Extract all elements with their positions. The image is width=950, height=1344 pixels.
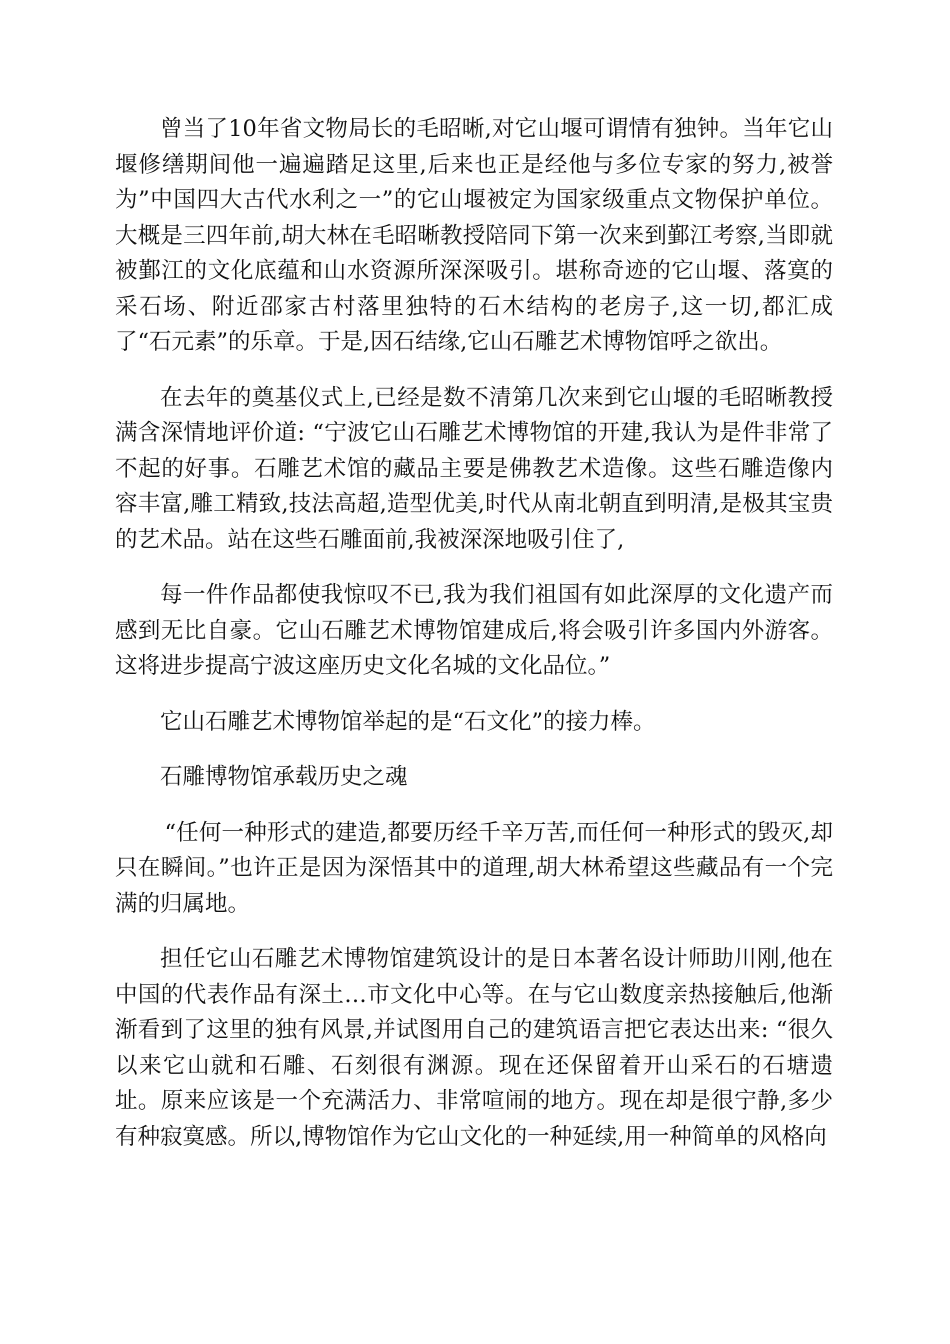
paragraph-6: 担任它山石雕艺术博物馆建筑设计的是日本著名设计师助川刚,他在中国的代表作品有深土…市文化中心等。在与它山数度亲热接触后,他渐渐看到了这里的独有风景,并试图用自己的建筑语言把它表达出来: “很久以来它山就和石雕、石刻很有渊源。现在还保留着开山采石的石塘遗址。原来应该是一个充满活力、非常喧闹的地方。现在却是很宁静,多少有种寂寞感。所以,博物馆作为它山文化的一种延续,用一种简单的风格向 (115, 946, 833, 1150)
paragraph-2: 在去年的奠基仪式上,已经是数不清第几次来到它山堰的毛昭晰教授满含深情地评价道: “宁波它山石雕艺术博物馆的开建,我认为是件非常了不起的好事。石雕艺术馆的藏品主要是佛教艺术造像。这些石雕造像内容丰富,雕工精致,技法高超,造型优美,时代从南北朝直到明清,是极其宝贵的艺术品。站在这些石雕面前,我被深深地吸引住了, (115, 384, 833, 553)
paragraph-5: “任何一种形式的建造,都要历经千辛万苦,而任何一种形式的毁灭,却只在瞬间。”也许正是因为深悟其中的道理,胡大林希望这些藏品有一个完满的归属地。 (115, 819, 833, 917)
section-heading: 石雕博物馆承载历史之魂 (160, 764, 408, 790)
document-body (115, 112, 833, 1155)
paragraph-1: 曾当了10年省文物局长的毛昭晰,对它山堰可谓情有独钟。当年它山堰修缮期间他一遍遍踏足这里,后来也正是经他与多位专家的努力,被誉为”中国四大古代水利之一”的它山堰被定为国家级重点文物保护单位。大概是三四年前,胡大林在毛昭晰教授陪同下第一次来到鄞江考察,当即就被鄞江的文化底蕴和山水资源所深深吸引。堪称奇迹的它山堰、落寞的采石场、附近邵家古村落里独特的石木结构的老房子,这一切,都汇成了“石元素”的乐章。于是,因石结缘,它山石雕艺术博物馆呼之欲出。 (115, 116, 833, 355)
paragraph-3: 每一件作品都使我惊叹不已,我为我们祖国有如此深厚的文化遗产而感到无比自豪。它山石雕艺术博物馆建成后,将会吸引许多国内外游客。这将进步提高宁波这座历史文化名城的文化品位。” (115, 582, 833, 679)
paragraph-4: 它山石雕艺术博物馆举起的是“石文化”的接力棒。 (160, 708, 656, 735)
